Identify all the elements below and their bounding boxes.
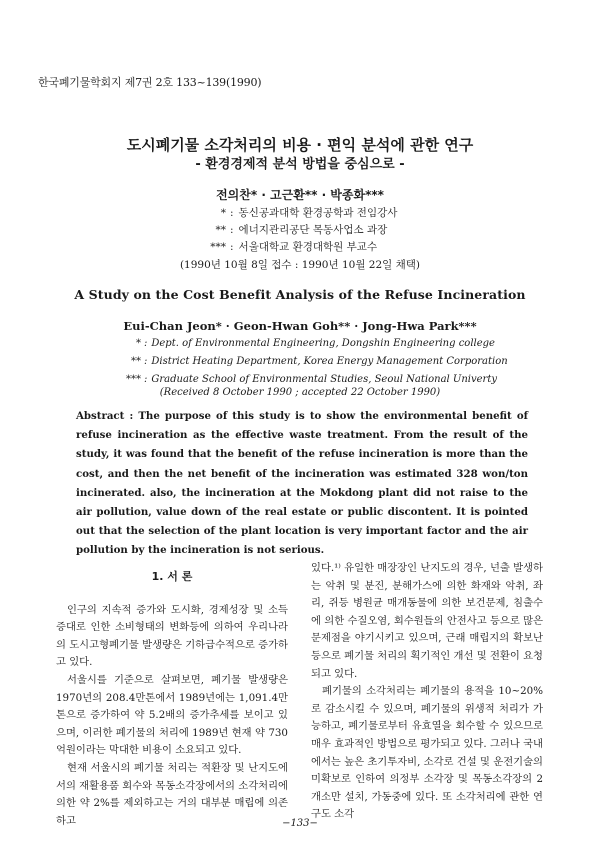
page-number: −133− bbox=[282, 818, 318, 829]
affiliation-ko-1: * : 동신공과대학 환경공학과 전임강사 bbox=[196, 205, 397, 222]
affiliation-mark: * bbox=[220, 207, 226, 219]
affiliation-mark: ** bbox=[131, 356, 141, 367]
right-column bbox=[311, 560, 543, 824]
received-date-english: (Received 8 October 1990 ; accepted 22 October 1990) bbox=[159, 387, 441, 398]
affiliation-text: 서울대학교 환경대학원 부교수 bbox=[238, 241, 378, 253]
authors-english: Eui-Chan Jeon* · Geon-Hwan Goh** · Jong-Hwa Park*** bbox=[123, 319, 477, 333]
affiliation-text: Graduate School of Environmental Studies, Seoul National Univerty bbox=[151, 374, 497, 385]
paragraph: 폐기물의 소각처리는 폐기물의 용적을 10~20%로 감소시킬 수 있으며, 폐기물의 위생적 처리가 가능하고, 폐기물로부터 유효열을 회수할 수 있으므로 매우 효과적인 방법으로 평가되고 있다. 그러나 국내에서는 높은 초기투자비, 소각로 건설 및 운전기술의 미확보로 인하여 의정부 소각장 및 목동소각장의 2개소만 설치, 가동중에 있다. 또 소각처리에 관한 연구도 소각 bbox=[311, 685, 543, 821]
affiliation-text: 에너지관리공단 목동사업소 과장 bbox=[238, 224, 388, 236]
abstract-text: The purpose of this study is to show the environmental benefit of refuse incineration as the effective waste treatment. From the result of the study, it was found that the benefit of the refuse incineration is more than the cost, and then the net benefit of the incineration was estimated 328 won/ton incinerated. also, the incineration at the Mokdong plant did not raise to the air pollution, value down of the real estate or public discontent. It is pointed out that the selection of the plant location is very important factor and the air pollution by the incineration is not serious. bbox=[76, 410, 529, 557]
affiliation-en-1: * : Dept. of Environmental Engineering, Dongshin Engineering college bbox=[115, 335, 495, 353]
title-english: A Study on the Cost Benefit Analysis of the Refuse Incineration bbox=[74, 287, 526, 302]
affiliation-ko-3: *** : 서울대학교 환경대학원 부교수 bbox=[196, 239, 377, 256]
affiliation-mark: ** bbox=[215, 224, 226, 236]
abstract bbox=[76, 407, 528, 561]
affiliation-text: Dept. of Environmental Engineering, Dongshin Engineering college bbox=[151, 338, 495, 349]
affiliation-text: 동신공과대학 환경공학과 전임강사 bbox=[238, 207, 398, 219]
authors-korean: 전의찬* · 고근환** · 박종화*** bbox=[216, 188, 384, 202]
affiliation-mark: *** bbox=[210, 241, 226, 253]
title-korean: 도시폐기물 소각처리의 비용 · 편익 분석에 관한 연구 bbox=[126, 136, 474, 154]
abstract-label: Abstract : bbox=[76, 410, 134, 422]
affiliation-text: District Heating Department, Korea Energy Management Corporation bbox=[151, 356, 508, 367]
subtitle-korean: - 환경경제적 분석 방법을 중심으로 - bbox=[195, 157, 405, 172]
left-column bbox=[56, 560, 288, 830]
affiliation-en-3: *** : Graduate School of Environmental Studies, Seoul National Univerty bbox=[115, 371, 497, 389]
paragraph: 서울시를 기준으로 살펴보면, 폐기물 발생량은 1970년의 208.4만톤에서 1989년에는 1,091.4만톤으로 증가하여 약 5.2배의 증가추세를 보이고 있으며, 이러한 폐기물의 처리에 1989년 현재 약 730억원이라는 막대한 비용이 소요되고 있다. bbox=[56, 673, 288, 757]
paragraph: 인구의 지속적 증가와 도시화, 경제성장 및 소득증대로 인한 소비형태의 변화등에 의하여 우리나라의 도시고형폐기물 발생량은 기하급수적으로 증가하고 있다. bbox=[56, 603, 288, 669]
paragraph: 있다.¹⁾ 유일한 매장장인 난지도의 경우, 넌출 발생하는 악취 및 분진, 분해가스에 의한 화재와 악취, 좌리, 쥐등 병원균 매개동물에 의한 보건문제, 침출수에 의한 수질오염, 회수원들의 안전사고 등으로 많은 문제점을 야기시키고 있으며, 근래 매립지의 확보난 등으로 폐기물 처리의 획기적인 개선 및 전환이 요청되고 있다. bbox=[311, 562, 543, 680]
affiliation-ko-2: ** : 에너지관리공단 목동사업소 과장 bbox=[196, 222, 387, 239]
affiliation-mark: *** bbox=[126, 374, 141, 385]
affiliation-mark: * bbox=[136, 338, 141, 349]
section-heading: 1. 서 론 bbox=[151, 570, 193, 583]
paragraph: 현재 서울시의 폐기물 처리는 적환장 및 난지도에서의 재활용품 회수와 목동소각장에서의 소각처리에 의한 약 2%를 제외하고는 거의 대부분 매립에 의존하고 bbox=[56, 761, 288, 827]
received-date-korean: (1990년 10월 8일 접수 : 1990년 10월 22일 채택) bbox=[179, 259, 421, 271]
affiliation-en-2: ** : District Heating Department, Korea Energy Management Corporation bbox=[115, 353, 508, 371]
journal-header: 한국폐기물학회지 제7권 2호 133~139(1990) bbox=[38, 76, 262, 89]
